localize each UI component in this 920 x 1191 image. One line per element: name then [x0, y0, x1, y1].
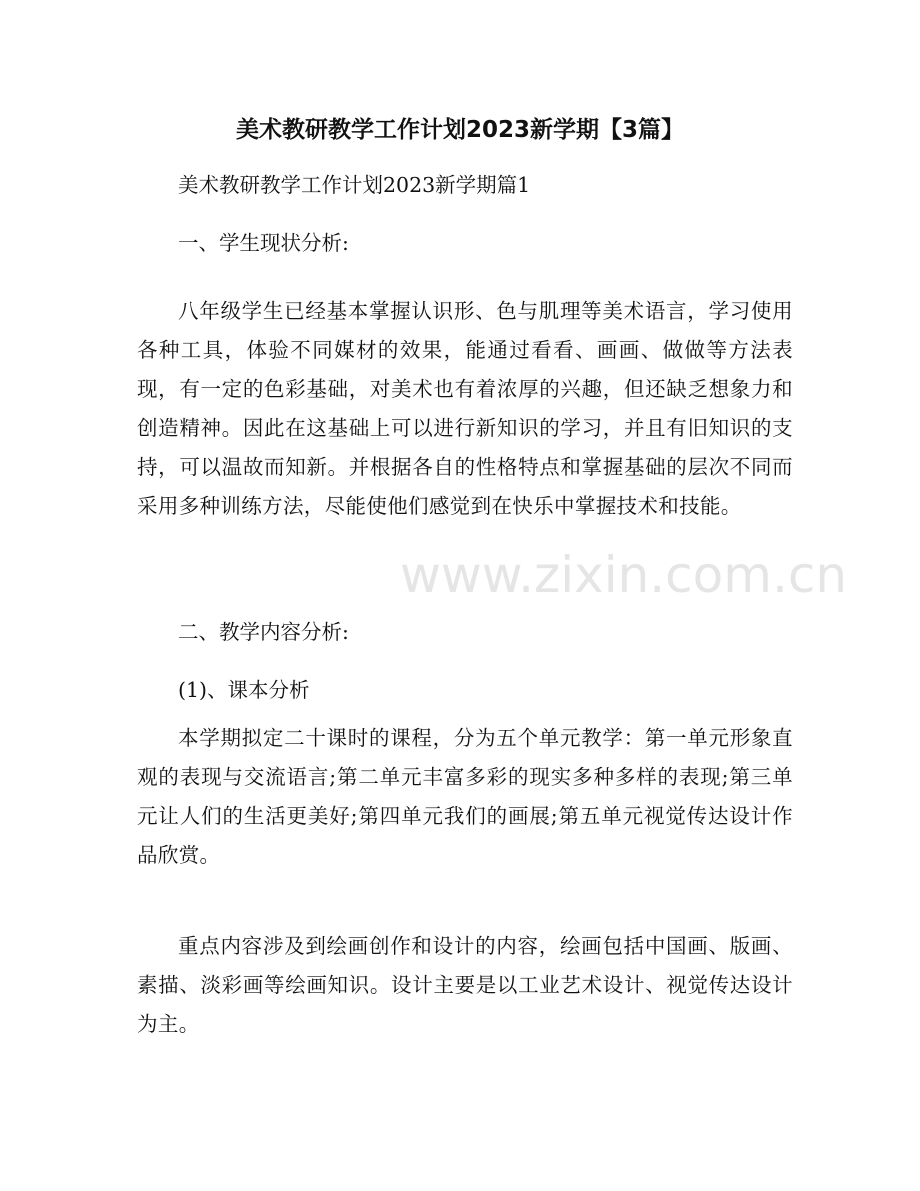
watermark: www.zixin.com.cn — [400, 546, 848, 604]
section-heading-student-analysis: 一、学生现状分析: — [178, 231, 349, 255]
section-heading-content-analysis: 二、教学内容分析: — [178, 620, 349, 644]
paragraph-course-units: 本学期拟定二十课时的课程，分为五个单元教学：第一单元形象直观的表现与交流语言;第二单元丰富多彩的现实多种多样的表现;第三单元让人们的生活更美好;第四单元我们的画展;第五单元视觉传达设计作品欣赏。 — [137, 726, 793, 868]
paragraph-key-content: 重点内容涉及到绘画创作和设计的内容，绘画包括中国画、版画、素描、淡彩画等绘画知识。设计主要是以工业艺术设计、视觉传达设计为主。 — [137, 934, 793, 1037]
paragraph-student-analysis: 八年级学生已经基本掌握认识形、色与肌理等美术语言，学习使用各种工具，体验不同媒材的效果，能通过看看、画画、做做等方法表现，有一定的色彩基础，对美术也有着浓厚的兴趣，但还缺乏想象力和创造精神。因此在这基础上可以进行新知识的学习，并且有旧知识的支持，可以温故而知新。并根据各自的性格特点和掌握基础的层次不同而采用多种训练方法，尽能使他们感觉到在快乐中掌握技术和技能。 — [137, 299, 793, 519]
document-title: 美术教研教学工作计划2023新学期【3篇】 — [235, 117, 685, 143]
sub-heading-textbook-analysis: (1)、课本分析 — [178, 678, 310, 702]
document-subtitle: 美术教研教学工作计划2023新学期篇1 — [178, 173, 531, 197]
